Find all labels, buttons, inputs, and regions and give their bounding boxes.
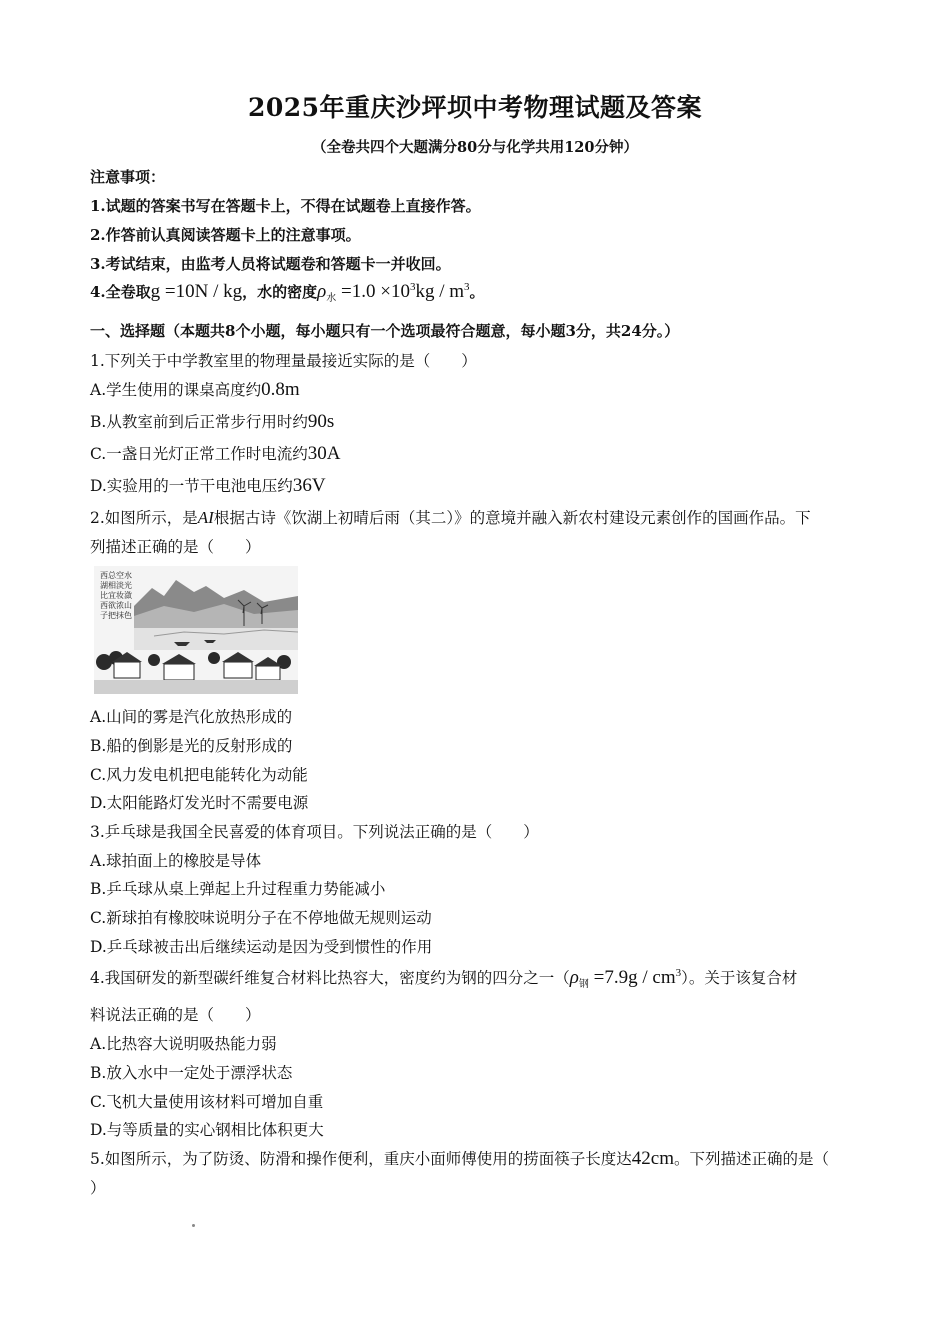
question-4-option-d: D.与等质量的实心钢相比体积更大 — [90, 1121, 324, 1139]
question-4-option-c: C.飞机大量使用该材料可增加自重 — [90, 1093, 324, 1111]
poem-char: 宜 — [108, 591, 116, 600]
notice-item-1: 1.试题的答案书写在答题卡上，不得在试题卷上直接作答。 — [90, 197, 481, 215]
poem-char: 淡 — [116, 581, 124, 590]
question-2-stem-line-2: 列描述正确的是（ ） — [90, 538, 261, 556]
steel-density-value: =7.9g / cm — [593, 967, 676, 988]
notice-item-4-prefix: 4.全卷取 — [90, 283, 151, 301]
poem-char: 西 — [100, 571, 108, 580]
question-5-stem-line-2: ） — [90, 1179, 106, 1197]
question-3-stem: 3.乒乓球是我国全民喜爱的体育项目。下列说法正确的是（ ） — [90, 823, 539, 841]
notice-item-4-mid: ，水的密度 — [242, 283, 318, 301]
poem-char: 欲 — [108, 601, 116, 610]
water-density-symbol: ρ — [317, 281, 327, 302]
poem-calligraphy — [100, 570, 132, 620]
notice-item-4-end: 。 — [469, 283, 485, 301]
question-4-option-a: A.比热容大说明吸热能力弱 — [90, 1035, 277, 1053]
steel-density-symbol: ρ — [569, 967, 579, 988]
poem-char: 总 — [108, 571, 116, 580]
question-5-stem-line-1: 5.如图所示，为了防烫、防滑和操作便利，重庆小面师傅使用的捞面筷子长度达42cm。下列描述正确的是（ — [90, 1148, 830, 1169]
question-2-option-c: C.风力发电机把电能转化为动能 — [90, 766, 308, 784]
notice-item-2: 2.作答前认真阅读答题卡上的注意事项。 — [90, 226, 361, 244]
poem-char: 比 — [100, 591, 108, 600]
water-density-value: =1.0 ×10 — [341, 281, 410, 302]
poem-char: 色 — [124, 611, 132, 620]
water-density-subscript: 水 — [326, 293, 337, 304]
poem-char: 湖 — [100, 581, 108, 590]
poem-char: 子 — [100, 611, 108, 620]
poem-char: 西 — [100, 601, 108, 610]
landscape-painting-figure — [94, 566, 298, 694]
poem-char: 水 — [124, 571, 132, 580]
steel-density-exponent: 3 — [675, 967, 682, 979]
gravity-constant: g =10N / kg — [150, 281, 243, 302]
lake-shape — [134, 628, 298, 650]
water-density-exponent: 3 — [409, 281, 416, 293]
poem-char: 光 — [124, 581, 132, 590]
poem-char: 抹 — [116, 611, 124, 620]
chopstick-length: 42cm — [631, 1148, 675, 1169]
poem-char: 空 — [116, 571, 124, 580]
question-1-stem: 1.下列关于中学教室里的物理量最接近实际的是（ ） — [90, 352, 477, 370]
poem-char: 山 — [124, 601, 132, 610]
ai-term: AI — [197, 508, 214, 527]
section-heading: 一、选择题（本题共8个小题，每小题只有一个选项最符合题意，每小题3分，共24分。） — [90, 322, 680, 340]
question-4-option-b: B.放入水中一定处于漂浮状态 — [90, 1064, 293, 1082]
question-4-stem-line-1: 4.我国研发的新型碳纤维复合材料比热容大，密度约为钢的四分之一$(\rho_钢 =7.9g / cm^3)$。关于该复合材 — [90, 967, 798, 990]
scan-dot — [192, 1224, 195, 1227]
question-4-stem-line-2: 料说法正确的是（ ） — [90, 1006, 261, 1024]
question-2-option-d: D.太阳能路灯发光时不需要电源 — [90, 794, 309, 812]
question-2-option-a: A.山间的雾是汽化放热形成的 — [90, 708, 293, 726]
question-3-option-d: D.乒乓球被击出后继续运动是因为受到惯性的作用 — [90, 938, 433, 956]
poem-char: 妆 — [116, 591, 124, 600]
poem-char: 潋 — [124, 591, 132, 600]
question-1-option-b: B.从教室前到后正常步行用时约90s — [90, 411, 335, 432]
water-density-unit-exponent: 3 — [464, 281, 470, 293]
question-3-option-c: C.新球拍有橡胶味说明分子在不停地做无规则运动 — [90, 909, 432, 927]
notice-heading: 注意事项： — [90, 168, 166, 186]
steel-density-subscript: 钢 — [578, 979, 589, 990]
question-3-option-b: B.乒乓球从桌上弹起上升过程重力势能减小 — [90, 880, 386, 898]
poem-char: 浓 — [116, 601, 124, 610]
poem-char: 相 — [108, 581, 116, 590]
question-1-option-a: A.学生使用的课桌高度约0.8m — [90, 379, 300, 400]
question-2-stem-line-1: 2.如图所示，是AI根据古诗《饮湖上初晴后雨（其二）》的意境并融入新农村建设元素创作的国画作品。下 — [90, 508, 811, 527]
question-2-option-b: B.船的倒影是光的反射形成的 — [90, 737, 293, 755]
water-density-unit: kg / m — [415, 281, 465, 302]
poem-char: 把 — [108, 611, 116, 620]
page-subtitle: （全卷共四个大题满分80分与化学共用120分钟） — [312, 139, 638, 156]
notice-item-4 — [90, 281, 485, 304]
notice-item-3: 3.考试结束，由监考人员将试题卷和答题卡一并收回。 — [90, 255, 451, 273]
question-1-option-c: C.一盏日光灯正常工作时电流约30A — [90, 443, 341, 464]
question-1-option-d: D.实验用的一节干电池电压约36V — [90, 475, 326, 496]
page-title: 2025年重庆沙坪坝中考物理试题及答案 — [247, 93, 703, 122]
question-3-option-a: A.球拍面上的橡胶是导体 — [90, 852, 262, 870]
